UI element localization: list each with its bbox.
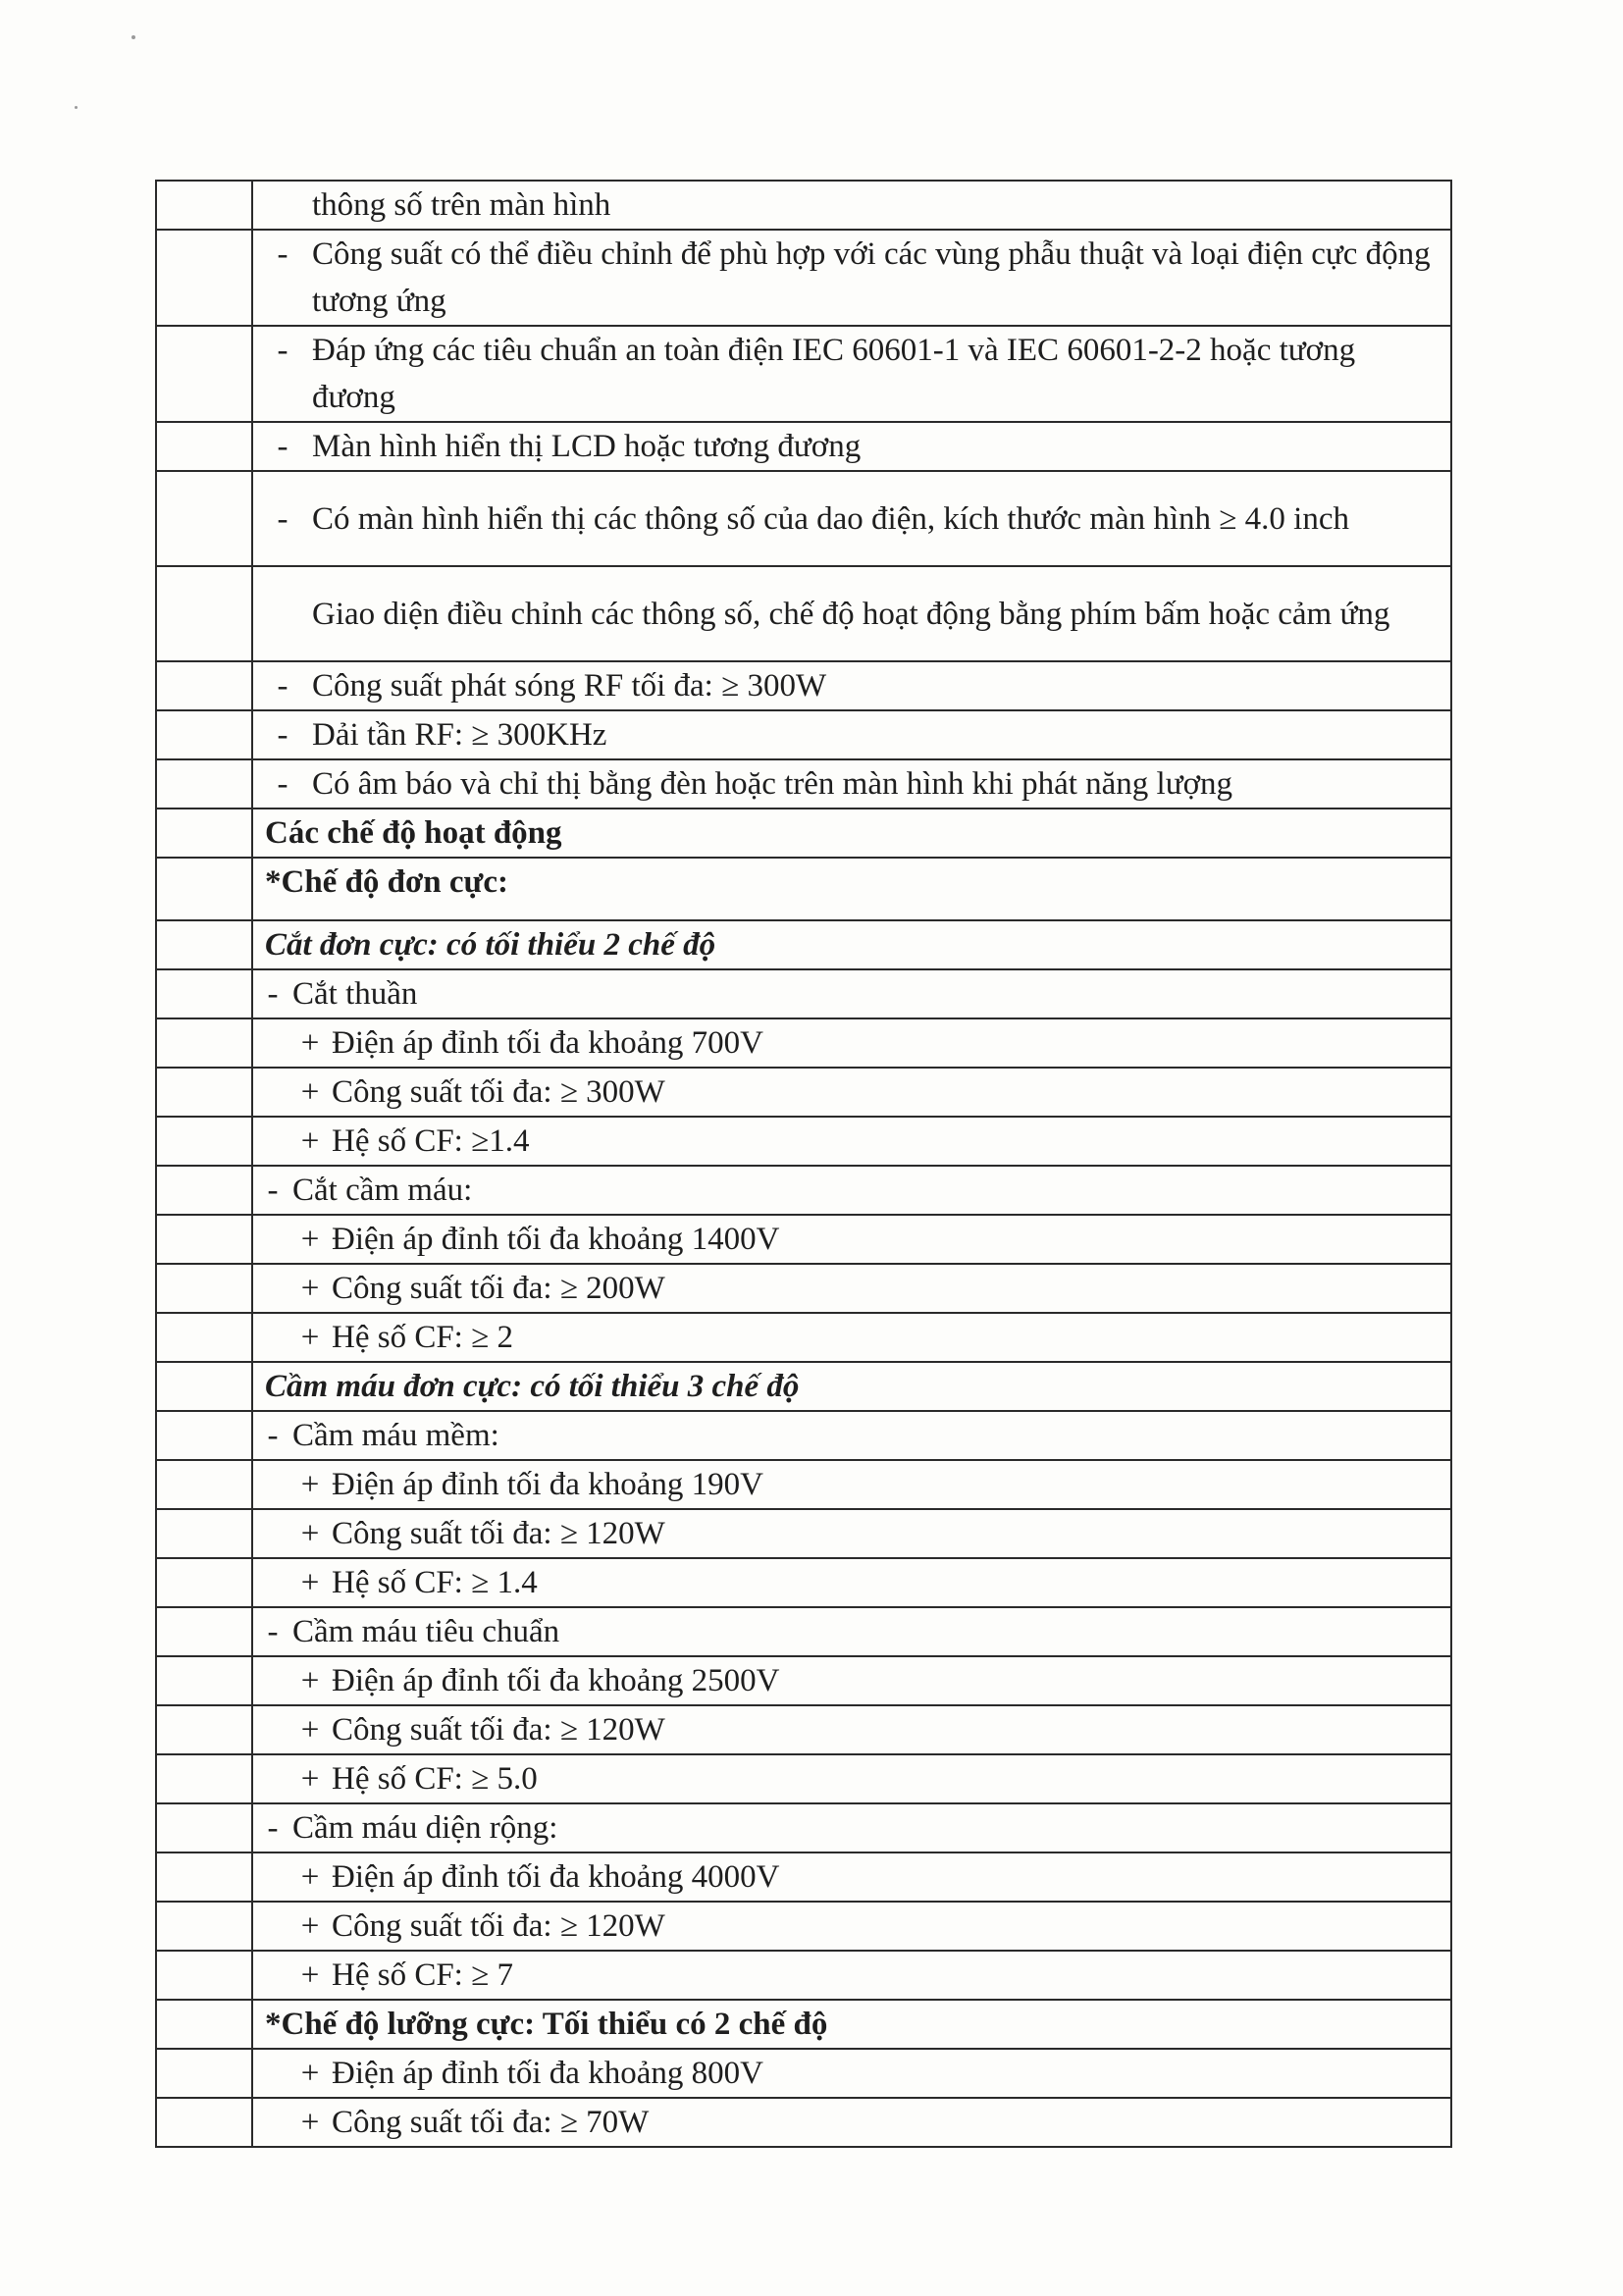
spec-row-text: Cắt thuần [292, 976, 418, 1012]
spec-row-marker: - [267, 1810, 279, 1846]
spec-row-text: *Chế độ đơn cực: [265, 864, 508, 900]
spec-row-text: Cắt đơn cực: có tối thiểu 2 chế độ [265, 927, 716, 963]
spec-row-content-cell [252, 1460, 1451, 1509]
spec-row-content [253, 1903, 1450, 1950]
spec-row-content [253, 2099, 1450, 2146]
spec-row-content [253, 423, 1450, 470]
spec-row-content-cell [252, 710, 1451, 759]
spec-row-content [253, 1559, 1450, 1606]
spec-row [156, 1068, 1451, 1117]
spec-row-text: Điện áp đỉnh tối đa khoảng 700V [332, 1025, 763, 1061]
spec-row [156, 1117, 1451, 1166]
spec-row [156, 1803, 1451, 1852]
spec-row-marker: + [300, 1859, 320, 1895]
spec-row-content [253, 1608, 1450, 1655]
spec-row-marker: + [300, 1271, 320, 1306]
spec-row [156, 759, 1451, 809]
spec-row-marker: - [277, 500, 288, 537]
spec-row [156, 2098, 1451, 2147]
spec-row-marker: + [300, 2105, 320, 2140]
spec-row-text: Cầm máu tiêu chuẩn [292, 1614, 560, 1649]
spec-row-index-cell [156, 1607, 252, 1656]
spec-row-text: Có màn hình hiển thị các thông số của dao điện, kích thước màn hình ≥ 4.0 inch [312, 500, 1349, 537]
spec-row-content-cell [252, 1509, 1451, 1558]
spec-row-content [253, 2050, 1450, 2097]
spec-row-content-cell [252, 1411, 1451, 1460]
spec-row-content-cell [252, 858, 1451, 920]
spec-row-marker: + [300, 1565, 320, 1600]
spec-row-content-cell [252, 920, 1451, 969]
spec-row-marker: + [300, 2056, 320, 2091]
spec-row-marker: - [277, 429, 288, 464]
spec-row-content [253, 1804, 1450, 1852]
spec-row-text: Điện áp đỉnh tối đa khoảng 1400V [332, 1222, 780, 1257]
scan-speck [131, 35, 135, 39]
spec-row [156, 1754, 1451, 1803]
spec-row-content [253, 496, 1450, 543]
spec-row-index-cell [156, 1754, 252, 1803]
spec-row-text: Các chế độ hoạt động [265, 815, 562, 851]
spec-row-marker: - [267, 976, 279, 1012]
spec-row-text: Điện áp đỉnh tối đa khoảng 800V [332, 2056, 763, 2091]
spec-row-text: Cầm máu mềm: [292, 1418, 499, 1453]
spec-row [156, 1362, 1451, 1411]
spec-row-marker: + [300, 1320, 320, 1355]
spec-row-marker: - [267, 1173, 279, 1208]
spec-row-text: Công suất tối đa: ≥ 200W [332, 1271, 665, 1306]
spec-row-index-cell [156, 1852, 252, 1902]
spec-row-index-cell [156, 1558, 252, 1607]
spec-row-content [253, 1314, 1450, 1361]
spec-row-marker: + [300, 1074, 320, 1110]
spec-row-text: *Chế độ lưỡng cực: Tối thiểu có 2 chế độ [265, 2007, 828, 2042]
spec-row-index-cell [156, 2098, 252, 2147]
spec-row-text: Công suất tối đa: ≥ 70W [332, 2105, 650, 2140]
spec-row-content-cell [252, 326, 1451, 422]
spec-row-content [253, 1853, 1450, 1901]
spec-row-index-cell [156, 969, 252, 1018]
spec-row-text: Cầm máu đơn cực: có tối thiểu 3 chế độ [265, 1369, 800, 1404]
spec-row-content [253, 2001, 1450, 2048]
spec-row-text: thông số trên màn hình [312, 187, 611, 223]
spec-row-text: Điện áp đỉnh tối đa khoảng 190V [332, 1467, 763, 1502]
spec-row-index-cell [156, 809, 252, 858]
spec-row-content-cell [252, 1068, 1451, 1117]
spec-row-content [253, 1510, 1450, 1557]
spec-row-content [253, 1952, 1450, 1999]
spec-row [156, 1656, 1451, 1705]
spec-row [156, 969, 1451, 1018]
spec-row [156, 2000, 1451, 2049]
spec-row-content-cell [252, 1656, 1451, 1705]
spec-row-content-cell [252, 2098, 1451, 2147]
spec-row-index-cell [156, 2049, 252, 2098]
spec-row-marker: + [300, 1712, 320, 1748]
spec-row [156, 1902, 1451, 1951]
spec-row [156, 181, 1451, 230]
spec-row-index-cell [156, 661, 252, 710]
spec-row-text: Công suất tối đa: ≥ 120W [332, 1712, 665, 1748]
spec-row-index-cell [156, 858, 252, 920]
spec-row-content [253, 1118, 1450, 1165]
spec-row-content-cell [252, 1705, 1451, 1754]
spec-row-marker: + [300, 1908, 320, 1944]
spec-row-text: Công suất tối đa: ≥ 120W [332, 1516, 665, 1551]
spec-row [156, 1558, 1451, 1607]
spec-row-marker: - [277, 236, 288, 272]
spec-row-index-cell [156, 759, 252, 809]
spec-row [156, 1509, 1451, 1558]
spec-row-content-cell [252, 759, 1451, 809]
spec-row-text: Hệ số CF: ≥ 2 [332, 1320, 513, 1355]
spec-row-marker: + [300, 1761, 320, 1797]
spec-row-index-cell [156, 1117, 252, 1166]
spec-row-marker: - [277, 668, 288, 704]
spec-row-content [253, 760, 1450, 808]
spec-row [156, 1215, 1451, 1264]
spec-row-text: Màn hình hiển thị LCD hoặc tương đương [312, 429, 862, 464]
spec-row-content-cell [252, 1215, 1451, 1264]
spec-row-index-cell [156, 1215, 252, 1264]
spec-row-content-cell [252, 422, 1451, 471]
spec-row-marker: + [300, 1663, 320, 1698]
spec-row-index-cell [156, 181, 252, 230]
spec-row-content-cell [252, 1852, 1451, 1902]
spec-row-text: Hệ số CF: ≥ 5.0 [332, 1761, 538, 1797]
spec-row-marker: - [277, 766, 288, 802]
spec-row-marker: - [277, 333, 288, 368]
spec-row [156, 920, 1451, 969]
spec-row-content-cell [252, 1754, 1451, 1803]
spec-row-content-cell [252, 1018, 1451, 1068]
spec-row-text: Hệ số CF: ≥ 1.4 [332, 1565, 538, 1600]
spec-row-index-cell [156, 1166, 252, 1215]
spec-row-text: Có âm báo và chỉ thị bằng đèn hoặc trên màn hình khi phát năng lượng [312, 766, 1233, 802]
spec-row-content [253, 1657, 1450, 1704]
spec-row-content [253, 1461, 1450, 1508]
spec-row-index-cell [156, 422, 252, 471]
spec-row-index-cell [156, 566, 252, 661]
spec-row-content [253, 1069, 1450, 1116]
spec-row-content-cell [252, 1902, 1451, 1951]
spec-row-content [253, 1706, 1450, 1753]
spec-row-text: Cầm máu diện rộng: [292, 1810, 558, 1846]
spec-row [156, 471, 1451, 566]
spec-row-content [253, 327, 1450, 421]
spec-row-index-cell [156, 920, 252, 969]
spec-row-content-cell [252, 2049, 1451, 2098]
spec-row-index-cell [156, 471, 252, 566]
scan-speck [75, 106, 78, 109]
spec-row [156, 710, 1451, 759]
spec-row-content [253, 231, 1450, 325]
spec-row-text: Điện áp đỉnh tối đa khoảng 4000V [332, 1859, 780, 1895]
spec-row-content [253, 970, 1450, 1018]
spec-row-content-cell [252, 1803, 1451, 1852]
spec-row-index-cell [156, 1902, 252, 1951]
spec-row-index-cell [156, 1705, 252, 1754]
spec-row-marker: + [300, 1467, 320, 1502]
spec-row [156, 1313, 1451, 1362]
spec-row-content-cell [252, 1166, 1451, 1215]
spec-row [156, 1460, 1451, 1509]
spec-row-text: Hệ số CF: ≥ 7 [332, 1957, 513, 1993]
spec-row-content [253, 1216, 1450, 1263]
spec-row [156, 1166, 1451, 1215]
spec-row-content-cell [252, 969, 1451, 1018]
spec-row-index-cell [156, 1313, 252, 1362]
spec-row [156, 1852, 1451, 1902]
spec-row-content [253, 1412, 1450, 1459]
spec-row-content-cell [252, 1264, 1451, 1313]
spec-row-marker: + [300, 1025, 320, 1061]
spec-row-index-cell [156, 1803, 252, 1852]
spec-row-content-cell [252, 471, 1451, 566]
spec-row [156, 2049, 1451, 2098]
spec-row [156, 1607, 1451, 1656]
spec-row-marker: + [300, 1222, 320, 1257]
spec-row-content-cell [252, 1313, 1451, 1362]
spec-row-content [253, 662, 1450, 709]
spec-row-content-cell [252, 809, 1451, 858]
specification-table [155, 180, 1452, 2148]
spec-row-content-cell [252, 566, 1451, 661]
spec-row-content [253, 711, 1450, 758]
spec-row-content-cell [252, 661, 1451, 710]
spec-row [156, 1705, 1451, 1754]
spec-row-text: Giao diện điều chỉnh các thông số, chế độ hoạt động bằng phím bấm hoặc cảm ứng [312, 596, 1390, 632]
spec-row-text: Điện áp đỉnh tối đa khoảng 2500V [332, 1663, 780, 1698]
spec-row-marker: - [267, 1418, 279, 1453]
spec-row-text: Công suất tối đa: ≥ 300W [332, 1074, 665, 1110]
spec-row [156, 230, 1451, 326]
spec-row [156, 1951, 1451, 2000]
spec-row-marker: - [267, 1614, 279, 1649]
spec-row-index-cell [156, 710, 252, 759]
spec-row [156, 858, 1451, 920]
spec-row [156, 661, 1451, 710]
spec-row-content [253, 1167, 1450, 1214]
spec-row [156, 1018, 1451, 1068]
spec-row-text: Công suất có thể điều chỉnh để phù hợp với các vùng phẫu thuật và loại điện cực động tương ứng [312, 236, 1431, 319]
spec-row-index-cell [156, 1411, 252, 1460]
spec-row-index-cell [156, 1362, 252, 1411]
spec-row [156, 809, 1451, 858]
spec-row-text: Công suất phát sóng RF tối đa: ≥ 300W [312, 668, 827, 704]
spec-row-content-cell [252, 181, 1451, 230]
spec-row-index-cell [156, 1460, 252, 1509]
spec-row-index-cell [156, 1264, 252, 1313]
spec-row-text: Công suất tối đa: ≥ 120W [332, 1908, 665, 1944]
spec-row-content [253, 1755, 1450, 1802]
spec-row-index-cell [156, 1018, 252, 1068]
spec-row-content [253, 591, 1450, 638]
spec-row-content-cell [252, 2000, 1451, 2049]
spec-row-content [253, 1019, 1450, 1067]
spec-row-index-cell [156, 230, 252, 326]
spec-row-text: Hệ số CF: ≥1.4 [332, 1123, 530, 1159]
spec-row-content [253, 1363, 1450, 1410]
spec-row-text: Dải tần RF: ≥ 300KHz [312, 717, 607, 753]
spec-row-content-cell [252, 1117, 1451, 1166]
spec-row-content-cell [252, 1951, 1451, 2000]
spec-row-marker: - [277, 717, 288, 753]
spec-row [156, 566, 1451, 661]
spec-row-content [253, 809, 1450, 857]
spec-row [156, 1264, 1451, 1313]
spec-row-content-cell [252, 230, 1451, 326]
spec-row-content [253, 182, 1450, 229]
spec-row-content-cell [252, 1607, 1451, 1656]
spec-row-index-cell [156, 2000, 252, 2049]
spec-row-index-cell [156, 326, 252, 422]
spec-row-marker: + [300, 1957, 320, 1993]
spec-row-content [253, 1265, 1450, 1312]
spec-row-index-cell [156, 1509, 252, 1558]
spec-row-index-cell [156, 1656, 252, 1705]
spec-row-marker: + [300, 1123, 320, 1159]
spec-row-content-cell [252, 1558, 1451, 1607]
spec-row-index-cell [156, 1951, 252, 2000]
specification-table-body [156, 181, 1451, 2147]
spec-row [156, 326, 1451, 422]
spec-row-text: Cắt cầm máu: [292, 1173, 473, 1208]
spec-row-index-cell [156, 1068, 252, 1117]
spec-row [156, 422, 1451, 471]
spec-row-marker: + [300, 1516, 320, 1551]
spec-row [156, 1411, 1451, 1460]
spec-row-content [253, 859, 1450, 906]
spec-row-text: Đáp ứng các tiêu chuẩn an toàn điện IEC 60601-1 và IEC 60601-2-2 hoặc tương đương [312, 333, 1356, 415]
spec-row-content-cell [252, 1362, 1451, 1411]
spec-row-content [253, 921, 1450, 968]
